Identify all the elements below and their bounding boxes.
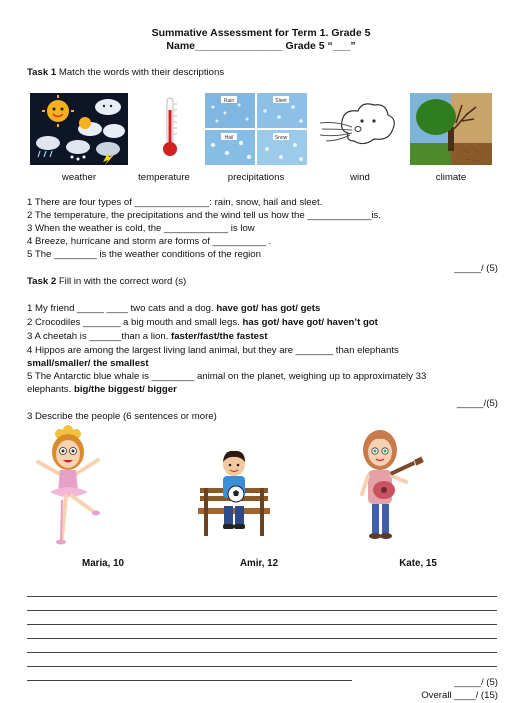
- caption-wind: wind: [350, 172, 370, 183]
- task2-heading: [27, 276, 186, 287]
- task2-item: [27, 371, 426, 382]
- task2-item: [27, 358, 149, 369]
- task2-item: [27, 317, 378, 328]
- caption-weather: weather: [61, 172, 97, 183]
- answer-line[interactable]: [27, 666, 497, 667]
- task2-item-options: has got/ have got/ haven’t got: [242, 317, 378, 328]
- task2-item-text: 1 My friend _____ ____ two cats and a dog.: [27, 303, 217, 314]
- task1-number: Task 1: [27, 67, 57, 78]
- answer-line[interactable]: [27, 596, 497, 597]
- answer-line[interactable]: [27, 652, 497, 653]
- name-grade-line: Name_______________ Grade 5 “___”: [166, 40, 356, 52]
- girl-with-guitar-icon: [352, 428, 430, 544]
- task2-number: Task 2: [27, 276, 57, 287]
- answer-line[interactable]: [27, 638, 497, 639]
- task2-item: [27, 303, 320, 314]
- task2-item: [27, 345, 399, 356]
- wind-cloud-icon: [318, 93, 402, 165]
- answer-line[interactable]: [27, 680, 352, 681]
- answer-line[interactable]: [27, 610, 497, 611]
- task1-heading: [27, 67, 224, 78]
- task2-item-options: faster/fast/the fastest: [171, 331, 268, 342]
- tile-label-snow: Snow: [274, 135, 288, 141]
- task1-sentence: 2 The temperature, the precipitations and the wind tell us how the ____________is.: [27, 210, 381, 221]
- task2-item-options: have got/ has got/ gets: [216, 303, 321, 314]
- task2-item-text: 3 A cheetah is ______than a lion.: [27, 331, 172, 342]
- task2-item: [27, 331, 268, 342]
- answer-line[interactable]: [27, 624, 497, 625]
- weather-icon: [30, 93, 128, 165]
- task3-heading: 3 Describe the people (6 sentences or more): [27, 411, 217, 422]
- task3-score: _____/ (5): [454, 677, 498, 688]
- tile-label-sleet: Sleet: [275, 98, 287, 104]
- task1-instruction: Match the words with their descriptions: [56, 67, 225, 78]
- person-name-kate: Kate, 15: [399, 558, 437, 569]
- overall-score: Overall ____/ (15): [421, 690, 498, 701]
- climate-tree-icon: [410, 93, 492, 165]
- boy-on-bench-icon: [196, 450, 272, 538]
- task1-sentence: 5 The ________ is the weather conditions of the region: [27, 249, 261, 260]
- caption-precipitations: precipitations: [227, 172, 285, 183]
- task2-item-text: 2 Crocodiles _______ a big mouth and small legs.: [27, 317, 243, 328]
- task2-item-options: small/smaller/ the smallest: [27, 358, 149, 369]
- person-name-maria: Maria, 10: [82, 558, 124, 569]
- task1-score: _____/ (5): [454, 263, 498, 274]
- task1-sentence: 1 There are four types of ______________: rain, snow, hail and sleet.: [27, 197, 323, 208]
- task2-score: _____/(5): [456, 398, 498, 409]
- ballerina-girl-icon: [32, 422, 112, 550]
- caption-climate: climate: [435, 172, 467, 183]
- precipitation-tiles-icon: [205, 93, 307, 165]
- person-name-amir: Amir, 12: [239, 558, 279, 569]
- task2-item-text: elephants.: [27, 384, 74, 395]
- task1-sentence: 3 When the weather is cold, the ____________ is low: [27, 223, 255, 234]
- page-title: Summative Assessment for Term 1. Grade 5: [151, 27, 371, 39]
- task1-sentence: 4 Breeze, hurricane and storm are forms of __________ .: [27, 236, 272, 247]
- task2-item: [27, 384, 177, 395]
- tile-label-hail: Hail: [224, 135, 234, 141]
- task2-item-options: big/the biggest/ bigger: [73, 384, 177, 395]
- tile-label-rain: Rain: [223, 98, 235, 104]
- thermometer-icon: [158, 96, 182, 158]
- task2-item-text: 4 Hippos are among the largest living land animal, but they are _______ than elephants: [27, 345, 399, 356]
- task2-instruction: Fill in with the correct word (s): [56, 276, 187, 287]
- task2-item-text: 5 The Antarctic blue whale is ________ animal on the planet, weighing up to approximately 33: [27, 371, 427, 382]
- caption-temperature: temperature: [138, 172, 190, 183]
